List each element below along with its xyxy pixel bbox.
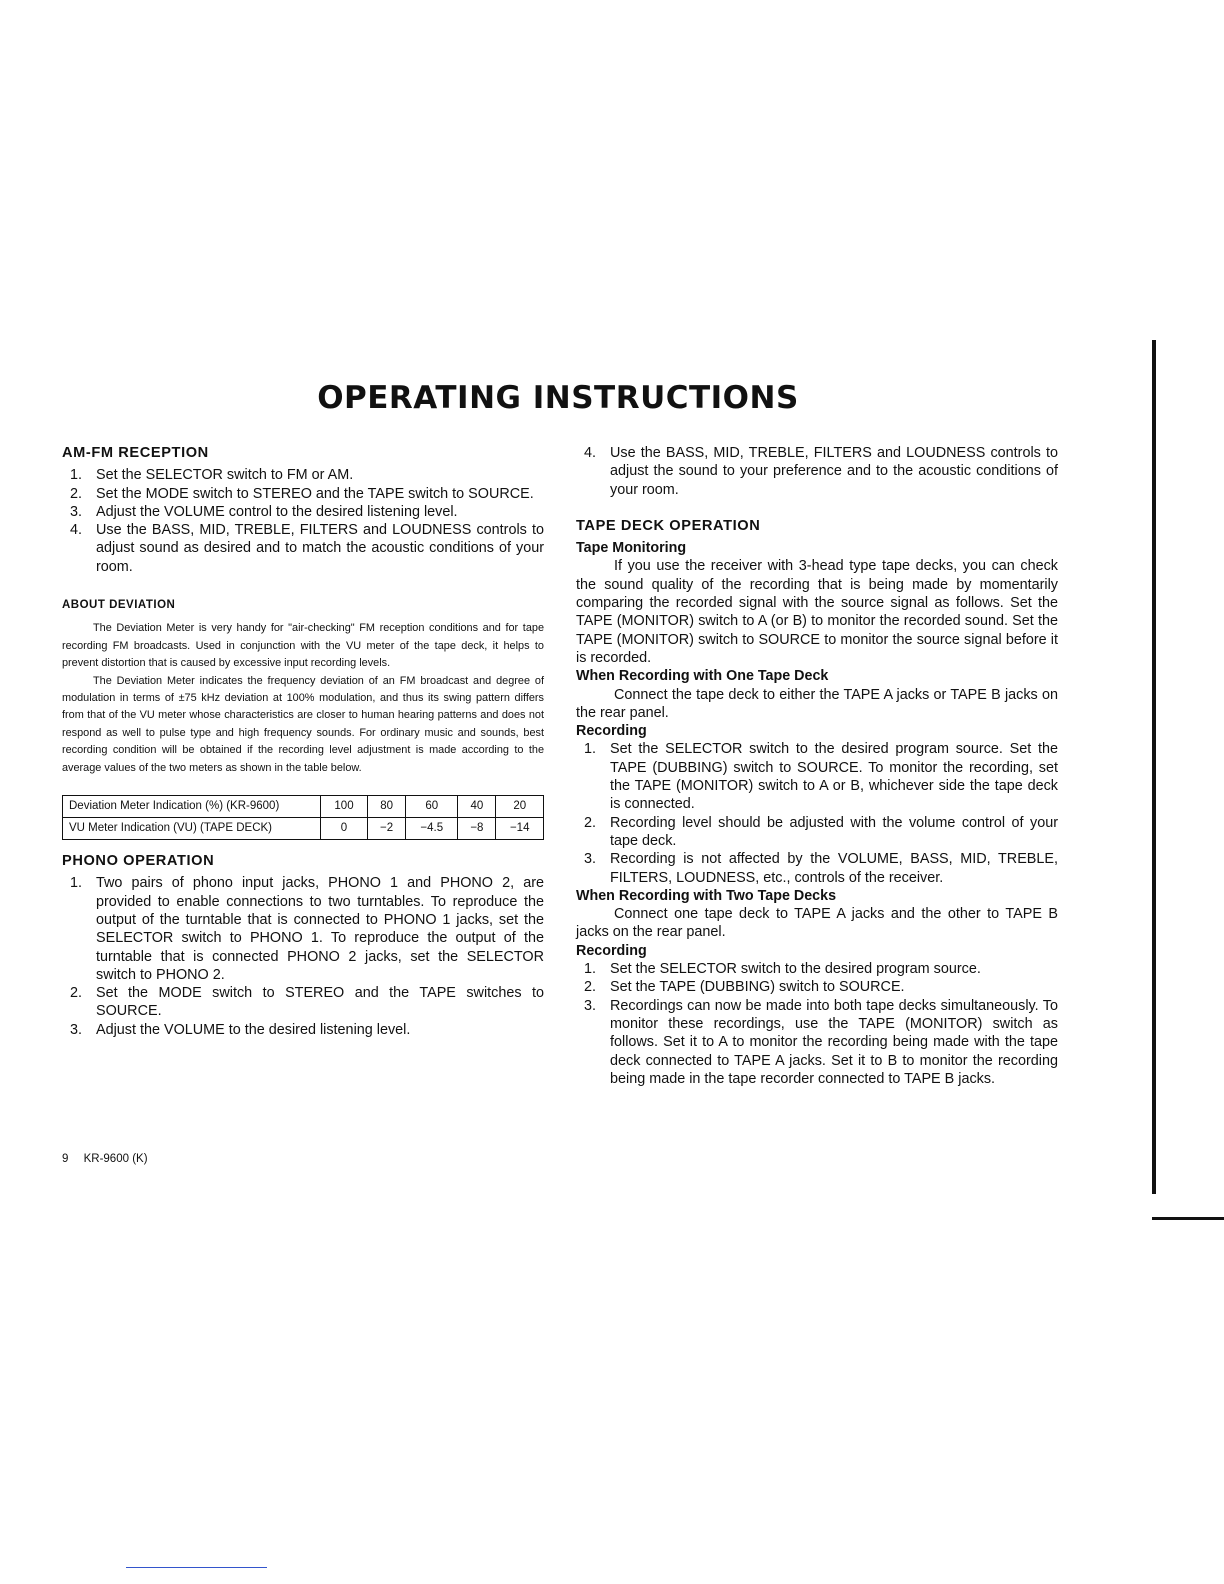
two-deck-text: Connect one tape deck to TAPE A jacks and the other to TAPE B jacks on the rear panel. <box>576 906 1058 941</box>
page-number: 9 <box>62 1153 69 1165</box>
table-cell: 20 <box>496 796 544 818</box>
page-title: OPERATING INSTRUCTIONS <box>317 380 799 416</box>
table-row <box>63 818 544 840</box>
table-cell: −4.5 <box>406 818 458 840</box>
deviation-heading: ABOUT DEVIATION <box>62 599 176 612</box>
table-cell: 60 <box>406 796 458 818</box>
list-item: 1. Set the SELECTOR switch to the desired program source. Set the TAPE (DUBBING) switch to SOURCE. To monitor the recording, set the TAPE (MONITOR) switch to A or B, whichever side the tape deck is connected. <box>584 741 1058 813</box>
model-number: KR-9600 (K) <box>83 1153 148 1165</box>
deviation-paragraph-2: The Deviation Meter indicates the frequency deviation of an FM broadcast and degree of modulation in terms of ±75 kHz deviation at 100% modulation, and thus its swing pattern differs from that of the VU meter whose characteristics are closer to human hearing patterns and does not respond as well to pulse type and high frequency sounds. For ordinary music and sounds, best recording condition will be obtained if the recording level adjustment is made according to the average values of the two meters as shown in the table below. <box>62 674 544 774</box>
table-cell: 80 <box>368 796 406 818</box>
table-cell: −2 <box>368 818 406 840</box>
scan-underline <box>126 1567 267 1568</box>
list-item: 1. Set the SELECTOR switch to the desired program source. <box>584 961 981 978</box>
list-item: 3. Recording is not affected by the VOLUME, BASS, MID, TREBLE, FILTERS, LOUDNESS, etc., controls of the receiver. <box>584 851 1058 886</box>
list-item: 3. Adjust the VOLUME control to the desired listening level. <box>70 503 458 520</box>
two-deck-list <box>576 960 1058 1088</box>
recording-heading: Recording <box>576 942 647 959</box>
recording-heading: Recording <box>576 723 647 740</box>
list-item: 4. Use the BASS, MID, TREBLE, FILTERS and LOUDNESS controls to adjust the sound to your preference and to the acoustic conditions of your room. <box>584 445 1058 498</box>
phono-list <box>62 874 544 1039</box>
am-fm-list <box>62 466 544 576</box>
deviation-table <box>62 795 544 840</box>
one-deck-text: Connect the tape deck to either the TAPE A jacks or TAPE B jacks on the rear panel. <box>576 686 1058 721</box>
am-fm-list-continued <box>576 444 1058 499</box>
list-item: 1. Two pairs of phono input jacks, PHONO 1 and PHONO 2, are provided to enable connections to two turntables. To reproduce the output of the turntable that is connected to PHONO 1 jacks, set the SELECTOR switch to PHONO 1. To reproduce the output of the turntable that is connected PHONO 2 jacks, set the SELECTOR switch to PHONO 2. <box>70 875 544 983</box>
two-deck-heading: When Recording with Two Tape Decks <box>576 887 837 904</box>
table-cell: −14 <box>496 818 544 840</box>
table-cell: 0 <box>321 818 368 840</box>
table-cell: 40 <box>458 796 496 818</box>
table-row <box>63 796 544 818</box>
phono-heading: PHONO OPERATION <box>62 853 215 870</box>
table-row-label: VU Meter Indication (VU) (TAPE DECK) <box>63 818 321 840</box>
list-item: 1. Set the SELECTOR switch to FM or AM. <box>70 467 354 484</box>
table-cell: 100 <box>321 796 368 818</box>
deviation-paragraph-1: The Deviation Meter is very handy for "air-checking" FM reception conditions and for tape recording FM broadcasts. Used in conjunction with the VU meter of the tape deck, it helps to prevent distortion that is caused by excessive input recording levels. <box>62 622 544 670</box>
tape-monitoring-text: If you use the receiver with 3-head type tape decks, you can check the sound quality of the recording that is being made by momentarily comparing the recorded signal with the source signal as follows. Set the TAPE (MONITOR) switch to A (or B) to monitor the recorded sound. Set the TAPE (MONITOR) switch to SOURCE to monitor the source signal before it is recorded. <box>576 558 1058 666</box>
list-item: 2. Recording level should be adjusted with the volume control of your tape deck. <box>584 814 1058 849</box>
list-item: 2. Set the MODE switch to STEREO and the TAPE switches to SOURCE. <box>70 985 544 1020</box>
table-row-label: Deviation Meter Indication (%) (KR-9600) <box>63 796 321 818</box>
am-fm-heading: AM-FM RECEPTION <box>62 445 209 461</box>
list-item: 3. Recordings can now be made into both tape decks simultaneously. To monitor these recordings, use the TAPE (MONITOR) switch as follows. Set it to A to monitor the recording being made with the tape deck connected to TAPE A jacks. Set it to B to monitor the recording being made in the tape recorder connected to TAPE B jacks. <box>584 997 1058 1087</box>
list-item: 2. Set the MODE switch to STEREO and the TAPE switch to SOURCE. <box>70 485 534 502</box>
page-footer <box>62 1153 160 1165</box>
one-deck-heading: When Recording with One Tape Deck <box>576 668 829 685</box>
binding-edge-line <box>1152 340 1156 1194</box>
tape-monitoring-heading: Tape Monitoring <box>576 540 687 557</box>
list-item: 4. Use the BASS, MID, TREBLE, FILTERS and LOUDNESS controls to adjust sound as desired and to match the acoustic conditions of your room. <box>70 522 544 575</box>
table-cell: −8 <box>458 818 496 840</box>
list-item: 2. Set the TAPE (DUBBING) switch to SOURCE. <box>584 979 905 996</box>
tape-deck-heading: TAPE DECK OPERATION <box>576 517 761 534</box>
list-item: 3. Adjust the VOLUME to the desired listening level. <box>70 1021 411 1038</box>
crop-mark-line <box>1152 1217 1224 1220</box>
left-column <box>62 444 544 1039</box>
right-column <box>576 444 1058 1088</box>
one-deck-list <box>576 740 1058 886</box>
